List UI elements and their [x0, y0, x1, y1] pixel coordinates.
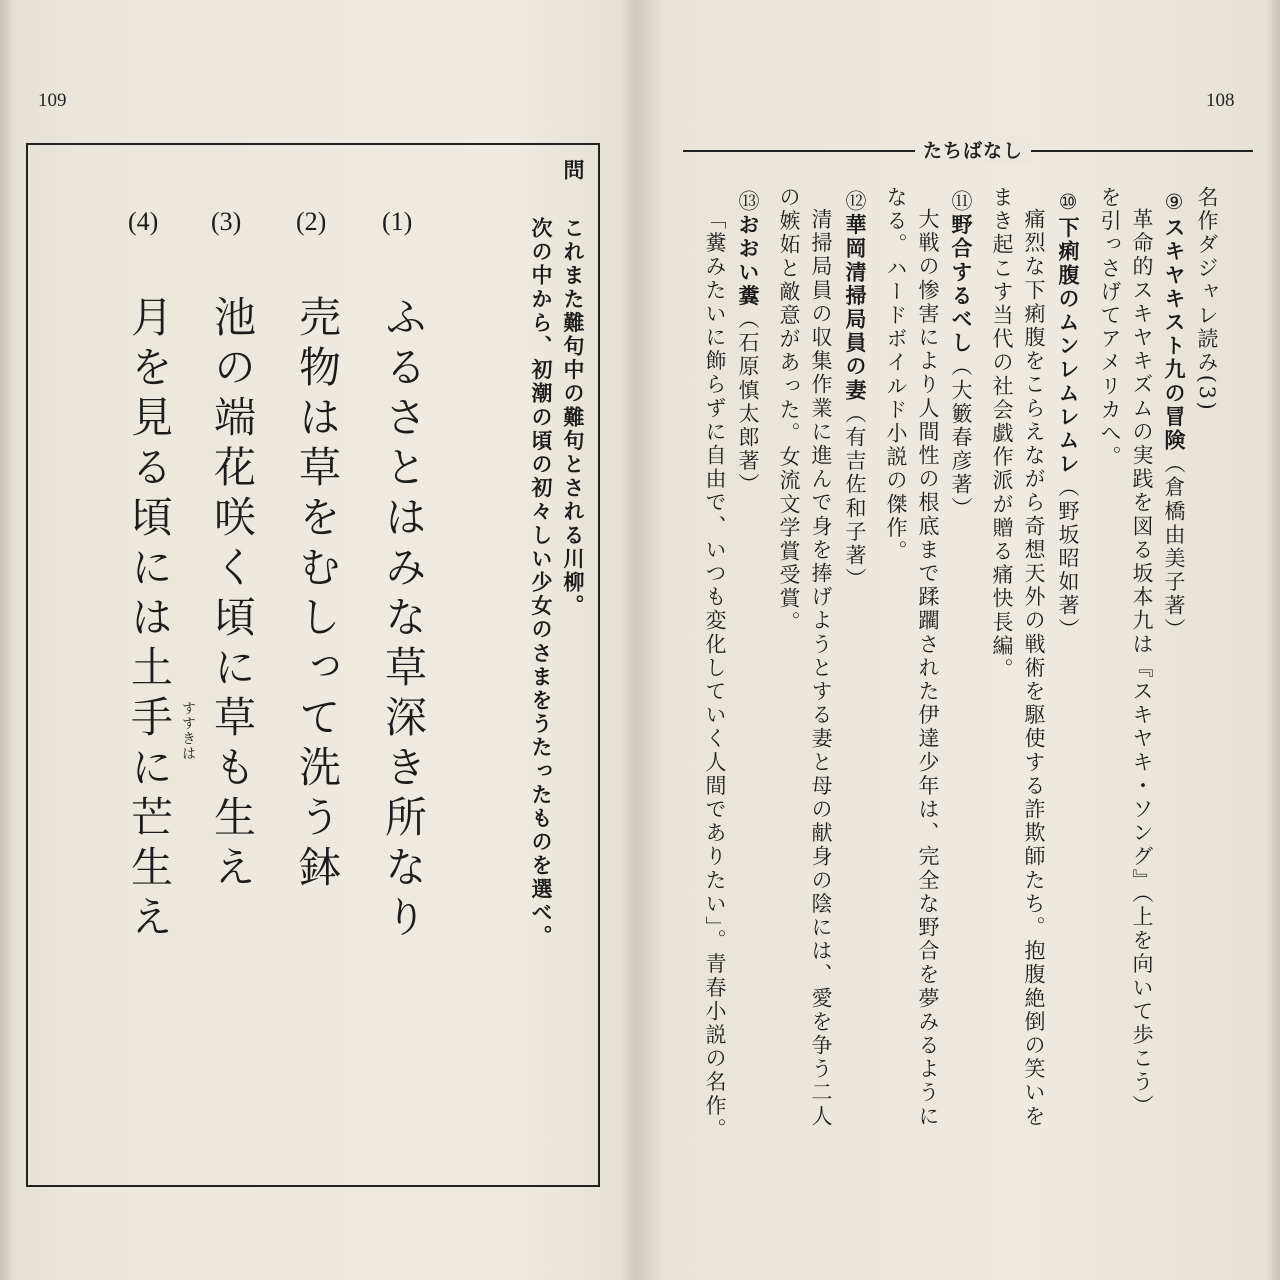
entry-mark: ⑨: [1162, 190, 1186, 217]
entry-title: 下痢腹のムンレムレムレ: [1056, 216, 1080, 477]
running-head-text: たちばなし: [915, 136, 1031, 163]
entry-13-body-line-1: 「糞みたいに飾らずに自由で、いつも変化していく人間でありたい」。青春小説の名作。: [703, 208, 727, 1142]
question-label: 問: [561, 159, 585, 183]
entry-title: スキヤキスト九の冒険: [1162, 216, 1186, 453]
entry-title: おおい糞: [736, 213, 760, 309]
entry-12-heading: [844, 190, 865, 591]
quiz-box: [26, 143, 600, 1187]
entry-11-body-line-2: なる。ハードボイルド小説の傑作。: [884, 186, 908, 564]
entry-11-heading: [950, 190, 971, 520]
entry-12-body-line-1: 清掃局員の収集作業に進んで身を捧げようとする妻と母の献身の陰には、愛を争う二人: [809, 208, 833, 1129]
entry-13-heading: [737, 190, 758, 497]
choice-3-number: (3): [211, 207, 242, 236]
choice-2-text: 売物は草をむしって洗う鉢: [293, 295, 342, 895]
page-edge-left: [0, 0, 14, 1280]
page-number-right: 108: [1206, 90, 1235, 111]
entry-10-body-line-1: 痛烈な下痢腹をこらえながら奇想天外の戦術を駆使する詐欺師たち。抱腹絶倒の笑いを: [1022, 208, 1046, 1129]
entry-mark: ⑩: [1056, 190, 1080, 217]
running-head: [683, 128, 1253, 162]
entry-mark: ⑫: [843, 190, 867, 214]
section-title: 名作ダジャレ読み(3): [1195, 186, 1219, 413]
entry-mark: ⑬: [736, 190, 760, 214]
entry-9-body-line-2: を引っさげてアメリカへ。: [1098, 186, 1122, 470]
entry-title: 野合するべし: [949, 213, 973, 356]
choice-1-text: ふるさとはみな草深き所なり: [379, 295, 428, 945]
entry-author: （有吉佐和子著）: [843, 402, 867, 592]
question-line-2: 次の中から、初潮の頃の初々しい少女のさまをうたったものを選べ。: [529, 217, 553, 949]
entry-author: （野坂昭如著）: [1056, 476, 1080, 642]
choice-2-number: (2): [296, 207, 327, 236]
entry-9-body-line-1: 革命的スキヤキズムの実践を図る坂本九は『スキヤキ・ソング』（上を向いて歩こう）: [1130, 208, 1154, 1118]
entry-10-body-line-2: まき起こす当代の社会戯作派が贈る痛快長編。: [990, 186, 1014, 682]
choice-1-number: (1): [382, 207, 413, 236]
entry-author: （倉橋由美子著）: [1162, 452, 1186, 642]
question-line-1: これまた難句中の難句とされる川柳。: [561, 217, 585, 619]
entry-11-body-line-1: 大戦の惨害により人間性の根底まで蹂躙された伊達少年は、完全な野合を夢みるように: [916, 208, 940, 1129]
choice-3-text: 池の端花咲く頃に草も生え: [208, 295, 257, 895]
choice-4-text: 月を見る頃には土手に芒生え: [125, 295, 174, 945]
page-edge-right: [1266, 0, 1280, 1280]
choice-4-ruby: すすきは: [180, 701, 196, 761]
entry-mark: ⑪: [949, 190, 973, 214]
entry-author: （大籔春彦著）: [949, 355, 973, 521]
entry-9-heading: [1163, 190, 1184, 641]
entry-12-body-line-2: の嫉妬と敵意があった。女流文学賞受賞。: [777, 186, 801, 635]
entry-author: （石原慎太郎著）: [736, 308, 760, 497]
page-number-left: 109: [38, 90, 67, 111]
choice-4-number: (4): [128, 207, 159, 236]
entry-10-heading: [1057, 190, 1078, 641]
entry-title: 華岡清掃局員の妻: [843, 213, 867, 403]
